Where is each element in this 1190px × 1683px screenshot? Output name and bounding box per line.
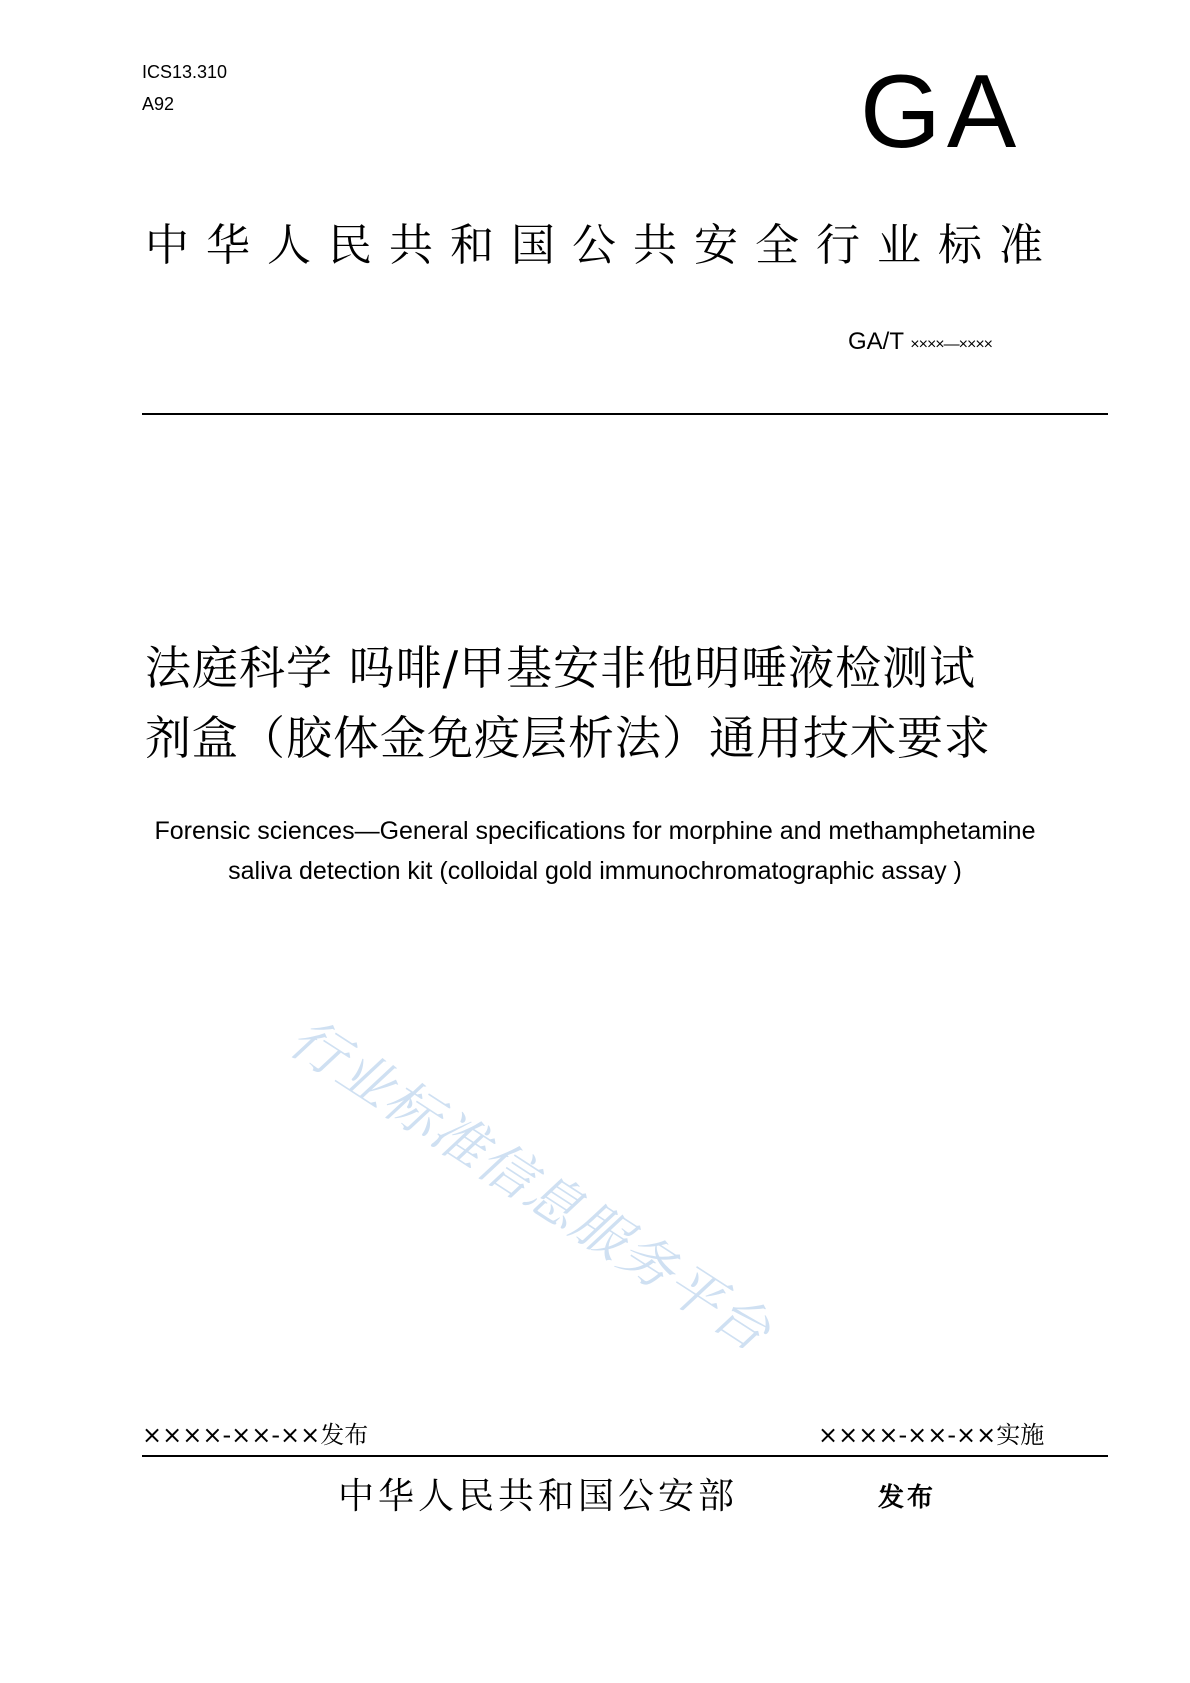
classification-code: A92 [142, 94, 175, 114]
standard-code-placeholder: ××××—×××× [910, 336, 992, 353]
publisher-suffix: 发布 [878, 1483, 937, 1513]
chinese-title-line-1: 法庭科学 吗啡/甲基安非他明唾液检测试 [145, 641, 977, 695]
watermark: 行业标准信息服务平台 [278, 1006, 783, 1365]
english-title-line-2: saliva detection kit (colloidal gold immunochromatographic assay ) [228, 857, 962, 885]
bottom-divider [142, 1455, 1108, 1457]
chinese-title-line-2: 剂盒（胶体金免疫层析法）通用技术要求 [145, 711, 991, 765]
standard-number [848, 328, 992, 359]
ga-logo: GA [860, 54, 1023, 170]
english-title-line-1: Forensic sciences—General specifications for morphine and methamphetamine [154, 817, 1036, 845]
top-divider [142, 413, 1108, 415]
issue-date: ××××-××-××发布 [142, 1421, 369, 1449]
standard-category-title: 中华人民共和国公共安全行业标准 [145, 220, 1060, 271]
publisher-name: 中华人民共和国公安部 [338, 1476, 739, 1517]
standard-code-prefix: GA/T [848, 328, 904, 355]
ics-code: ICS13.310 [142, 62, 228, 82]
implementation-date: ××××-××-××实施 [818, 1421, 1045, 1449]
